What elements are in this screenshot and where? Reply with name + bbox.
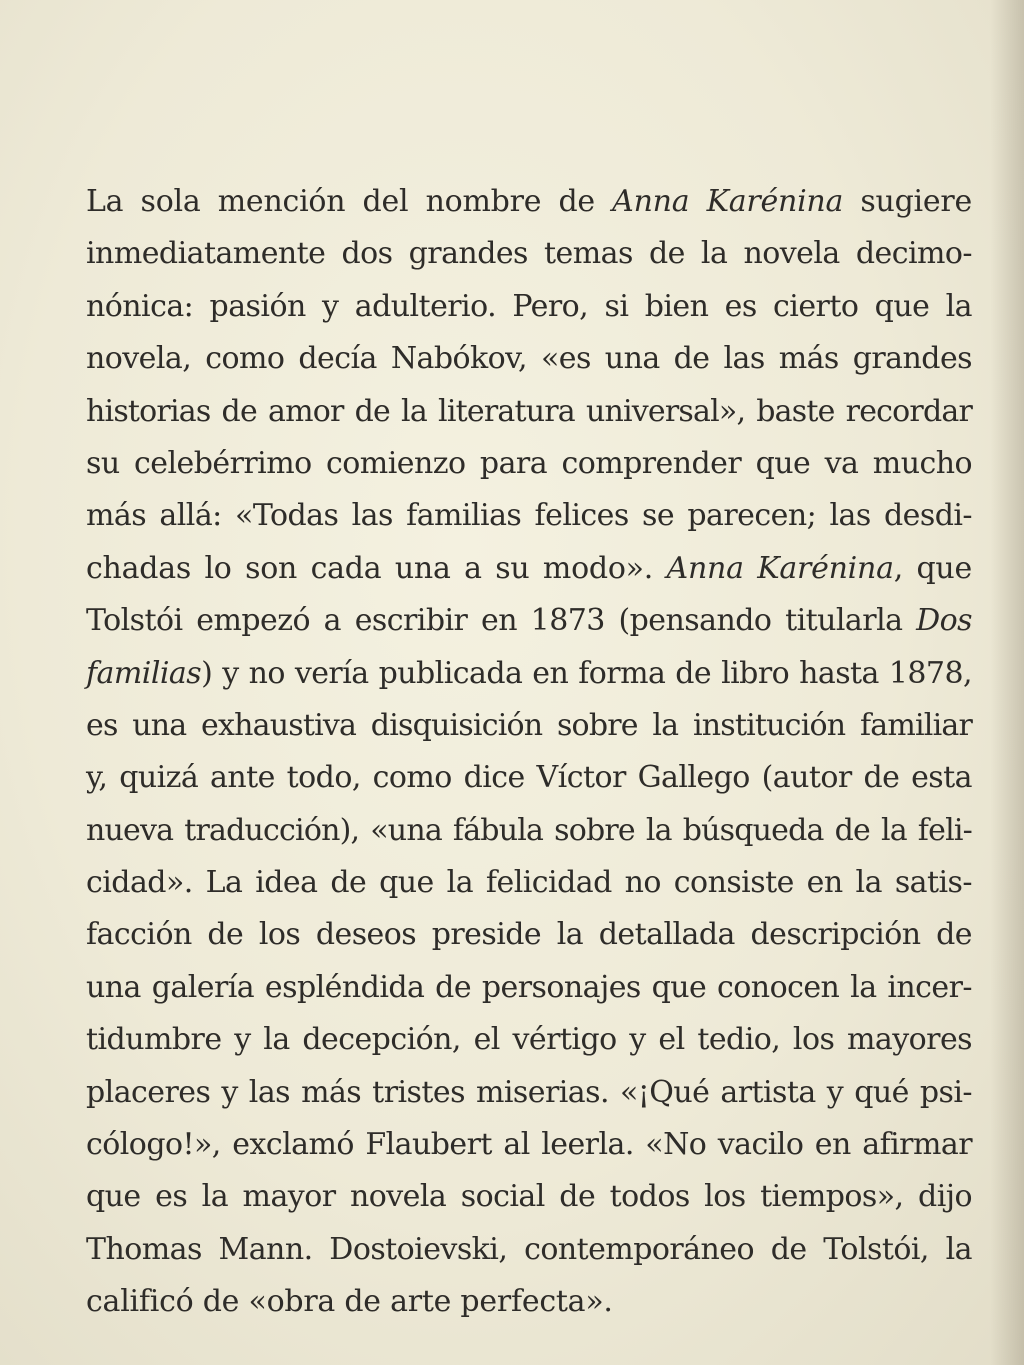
book-title-italic: Anna Karénina bbox=[612, 184, 844, 219]
synopsis-paragraph bbox=[86, 176, 972, 1329]
text-line-12: y, quizá ante todo, como dice Víctor Gallego (autor de esta bbox=[86, 760, 972, 796]
page-edge-shadow bbox=[990, 0, 1024, 1365]
text-line-10 bbox=[86, 648, 972, 700]
book-title-italic: Anna Karénina bbox=[666, 550, 894, 586]
text-line-7: más allá: «Todas las familias felices se parecen; las desdi- bbox=[86, 498, 972, 534]
text-line-21: Thomas Mann. Dostoievski, contemporáneo de Tolstói, la bbox=[86, 1231, 972, 1267]
text-line-16: una galería espléndida de personajes que conocen la incer- bbox=[86, 969, 972, 1005]
text-line-4: novela, como decía Nabókov, «es una de las más grandes bbox=[86, 341, 972, 377]
text-span: sugiere bbox=[843, 184, 973, 219]
text-line-20: que es la mayor novela social de todos los tiempos», dijo bbox=[86, 1179, 972, 1215]
text-span: ) y no vería publicada en forma de libro hasta 1878, bbox=[201, 655, 972, 691]
text-line-8 bbox=[86, 543, 972, 595]
text-line-6: su celebérrimo comienzo para comprender que va mucho bbox=[86, 445, 972, 481]
text-line-17: tidumbre y la decepción, el vértigo y el tedio, los mayores bbox=[86, 1022, 972, 1058]
alt-title-italic: familias bbox=[86, 655, 202, 691]
text-span: chadas lo son cada una a su modo». bbox=[86, 550, 667, 586]
text-line-2: inmediatamente dos grandes temas de la novela decimo- bbox=[86, 236, 972, 272]
text-line-9 bbox=[86, 595, 972, 647]
text-span: , que bbox=[893, 550, 973, 586]
text-line-14: cidad». La idea de que la felicidad no consiste en la satis- bbox=[86, 865, 972, 901]
text-span: Tolstói empezó a escribir en 1873 (pensando titularla bbox=[86, 603, 917, 639]
text-span: La sola mención del nombre de bbox=[86, 184, 613, 219]
text-line-15: facción de los deseos preside la detallada descripción de bbox=[86, 917, 972, 953]
text-line-22: calificó de «obra de arte perfecta». bbox=[86, 1284, 613, 1320]
text-line-3: nónica: pasión y adulterio. Pero, si bien es cierto que la bbox=[86, 288, 972, 324]
text-line-18: placeres y las más tristes miserias. «¡Qué artista y qué psi- bbox=[86, 1074, 972, 1110]
text-line-5: historias de amor de la literatura universal», baste recordar bbox=[86, 393, 972, 429]
text-line-19: cólogo!», exclamó Flaubert al leerla. «No vacilo en afirmar bbox=[86, 1127, 972, 1163]
text-line-11: es una exhaustiva disquisición sobre la institución familiar bbox=[86, 707, 972, 743]
text-line-13: nueva traducción), «una fábula sobre la búsqueda de la feli- bbox=[86, 812, 972, 848]
text-line-1 bbox=[86, 176, 972, 228]
alt-title-italic: Dos bbox=[916, 603, 972, 639]
